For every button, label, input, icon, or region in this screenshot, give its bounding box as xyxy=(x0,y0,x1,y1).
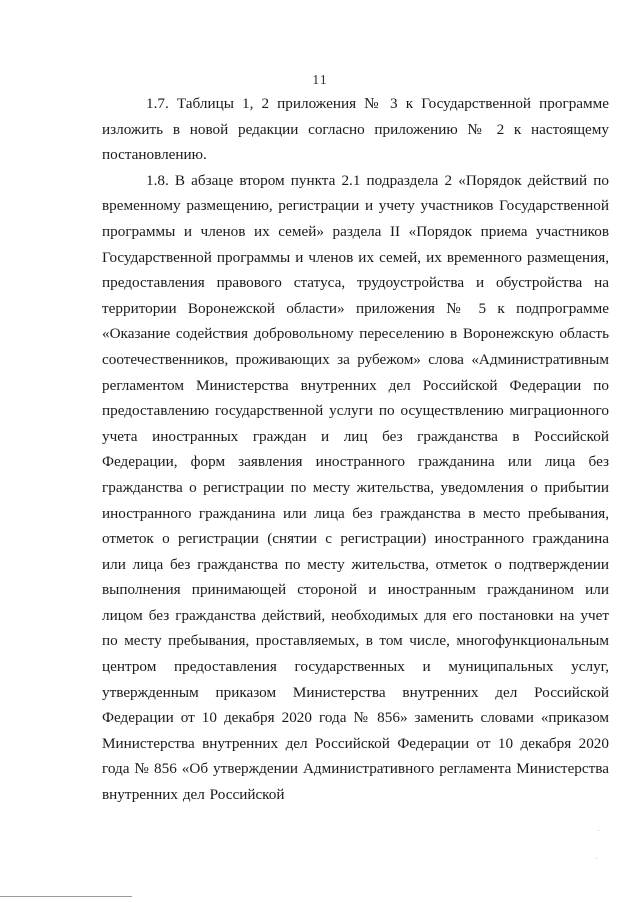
scan-speck xyxy=(596,858,597,859)
scan-speck xyxy=(598,830,599,831)
document-body xyxy=(102,91,609,808)
paragraph-1-7: 1.7. Таблицы 1, 2 приложения № 3 к Государственной программе изложить в новой редакции согласно приложению № 2 к настоящему постановлению. xyxy=(102,95,609,164)
scan-edge-line xyxy=(0,896,132,897)
paragraph-1-8: 1.8. В абзаце втором пункта 2.1 подраздела 2 «Порядок действий по временному размещению, регистрации и учету участников Государственной программы и членов их семей» раздела II «Порядок приема участников Государственной программы и членов их семей, их временного размещения, предоставления правового статуса, трудоустройства и обустройства на территории Воронежской области» приложения № 5 к подпрограмме «Оказание содействия добровольному переселению в Воронежскую область соотечественников, проживающих за рубежом» слова «Административным регламентом Министерства внутренних дел Российской Федерации по предоставлению государственной услуги по осуществлению миграционного учета иностранных граждан и лиц без гражданства в Российской Федерации, форм заявления иностранного гражданина или лица без гражданства о регистрации по месту жительства, уведомления о прибытии иностранного гражданина или лица без гражданства в место пребывания, отметок о регистрации (снятии с регистрации) иностранного гражданина или лица без гражданства по месту жительства, отметок о подтверждении выполнения принимающей стороной и иностранным гражданином или лицом без гражданства действий, необходимых для его постановки на учет по месту пребывания, проставляемых, в том числе, многофункциональным центром предоставления государственных и муниципальных услуг, утвержденным приказом Министерства внутренних дел Российской Федерации от 10 декабря 2020 года № 856» заменить словами «приказом Министерства внутренних дел Российской Федерации от 10 декабря 2020 года № 856 «Об утверждении Административного регламента Министерства внутренних дел Российской xyxy=(102,171,609,804)
page-number: 11 xyxy=(312,73,328,88)
